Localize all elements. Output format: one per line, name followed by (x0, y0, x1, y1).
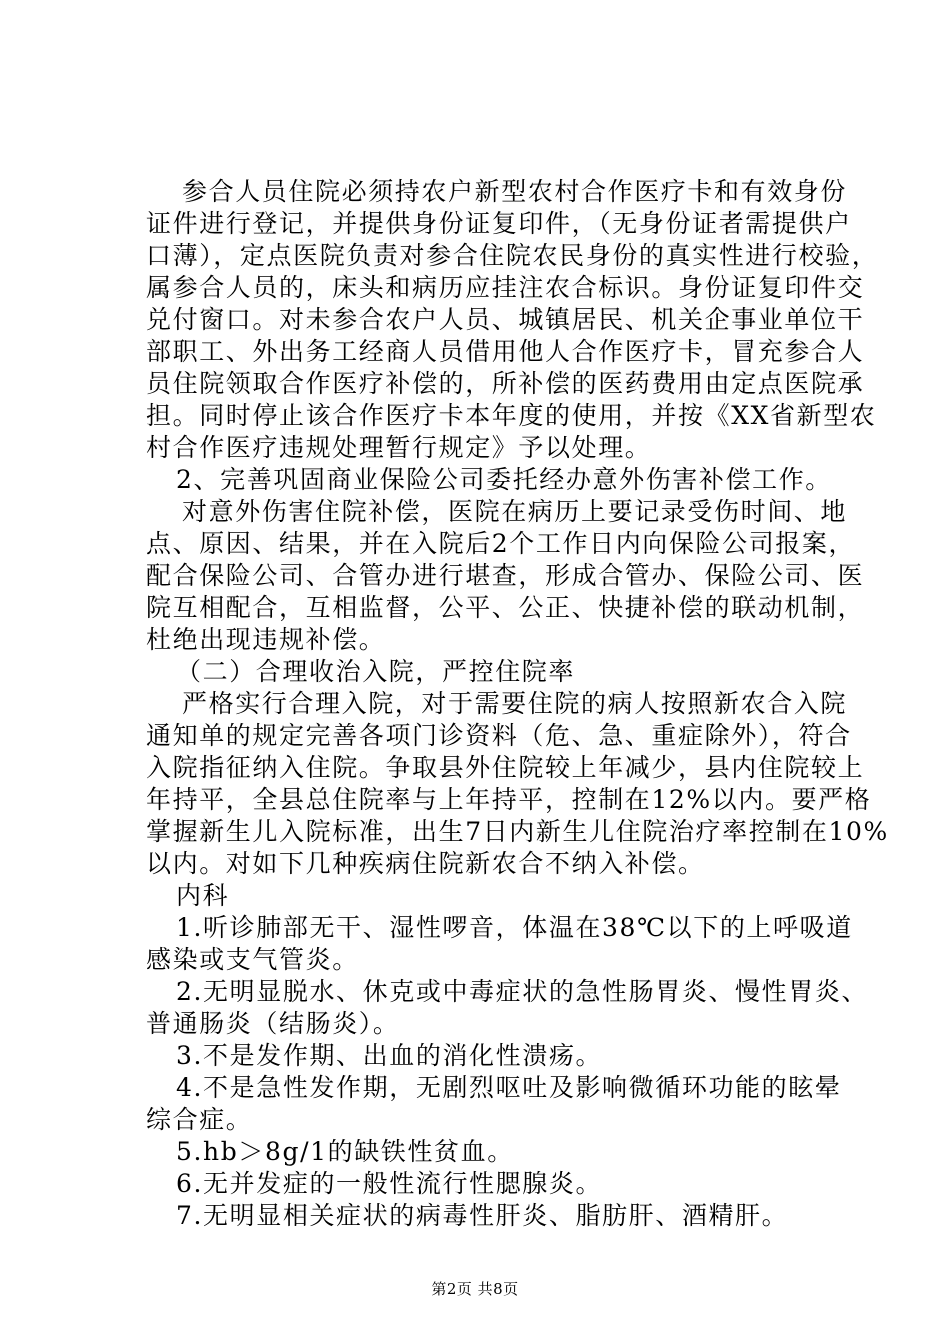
paragraph-line: 口薄），定点医院负责对参合住院农民身份的真实性进行校验， (146, 241, 879, 270)
paragraph-line: 部职工、外出务工经商人员借用他人合作医疗卡，冒充参合人 (146, 337, 865, 366)
paragraph-line: 员住院领取合作医疗补偿的，所补偿的医药费用由定点医院承 (146, 369, 865, 398)
paragraph-line: 村合作医疗违规处理暂行规定》予以处理。 (146, 433, 652, 462)
paragraph-line: 以内。对如下几种疾病住院新农合不纳入补偿。 (146, 849, 705, 878)
paragraph-line: 杜绝出现违规补偿。 (146, 625, 386, 654)
section-heading: 2、完善巩固商业保险公司委托经办意外伤害补偿工作。 (176, 465, 832, 494)
paragraph-line: 参合人员住院必须持农户新型农村合作医疗卡和有效身份 (182, 177, 848, 206)
paragraph-line: 入院指征纳入住院。争取县外住院较上年减少，县内住院较上 (146, 753, 865, 782)
list-item-continuation: 普通肠炎（结肠炎）。 (146, 1009, 400, 1038)
paragraph-line: 点、原因、结果，并在入院后2个工作日内向保险公司报案， (146, 529, 856, 558)
paragraph-line: 年持平，全县总住院率与上年持平，控制在12%以内。要严格 (146, 785, 872, 814)
paragraph-line: 通知单的规定完善各项门诊资料（危、急、重症除外），符合 (146, 721, 852, 750)
list-item: 7.无明显相关症状的病毒性肝炎、脂肪肝、酒精肝。 (176, 1201, 789, 1230)
paragraph-line: 证件进行登记，并提供身份证复印件，（无身份证者需提供户 (146, 209, 852, 238)
paragraph-line: 掌握新生儿入院标准，出生7日内新生儿住院治疗率控制在10% (146, 817, 889, 846)
paragraph-line: 院互相配合，互相监督，公平、公正、快捷补偿的联动机制， (146, 593, 865, 622)
list-item: 4.不是急性发作期，无剧烈呕吐及影响微循环功能的眩晕 (176, 1073, 842, 1102)
list-item: 5.hb＞8g/1的缺铁性贫血。 (176, 1137, 514, 1166)
list-item: 3.不是发作期、出血的消化性溃疡。 (176, 1041, 603, 1070)
section-heading: 内科 (176, 881, 230, 910)
paragraph-line: 属参合人员的，床头和病历应挂注农合标识。身份证复印件交 (146, 273, 865, 302)
paragraph-line: 配合保险公司、合管办进行堪查，形成合管办、保险公司、医 (146, 561, 865, 590)
list-item: 6.无并发症的一般性流行性腮腺炎。 (176, 1169, 603, 1198)
paragraph-line: 严格实行合理入院，对于需要住院的病人按照新农合入院 (182, 689, 848, 718)
list-item: 2.无明显脱水、休克或中毒症状的急性肠胃炎、慢性胃炎、 (176, 977, 869, 1006)
list-item: 1.听诊肺部无干、湿性啰音，体温在38℃以下的上呼吸道 (176, 913, 853, 942)
paragraph-line: 担。同时停止该合作医疗卡本年度的使用，并按《XX省新型农 (146, 401, 877, 430)
list-item-continuation: 感染或支气管炎。 (146, 945, 359, 974)
section-heading: （二）合理收治入院，严控住院率 (176, 657, 576, 686)
paragraph-line: 兑付窗口。对未参合农户人员、城镇居民、机关企事业单位干 (146, 305, 865, 334)
paragraph-line: 对意外伤害住院补偿，医院在病历上要记录受伤时间、地 (182, 497, 848, 526)
list-item-continuation: 综合症。 (146, 1105, 253, 1134)
page-number-footer: 第2页 共8页 (431, 1280, 519, 1298)
